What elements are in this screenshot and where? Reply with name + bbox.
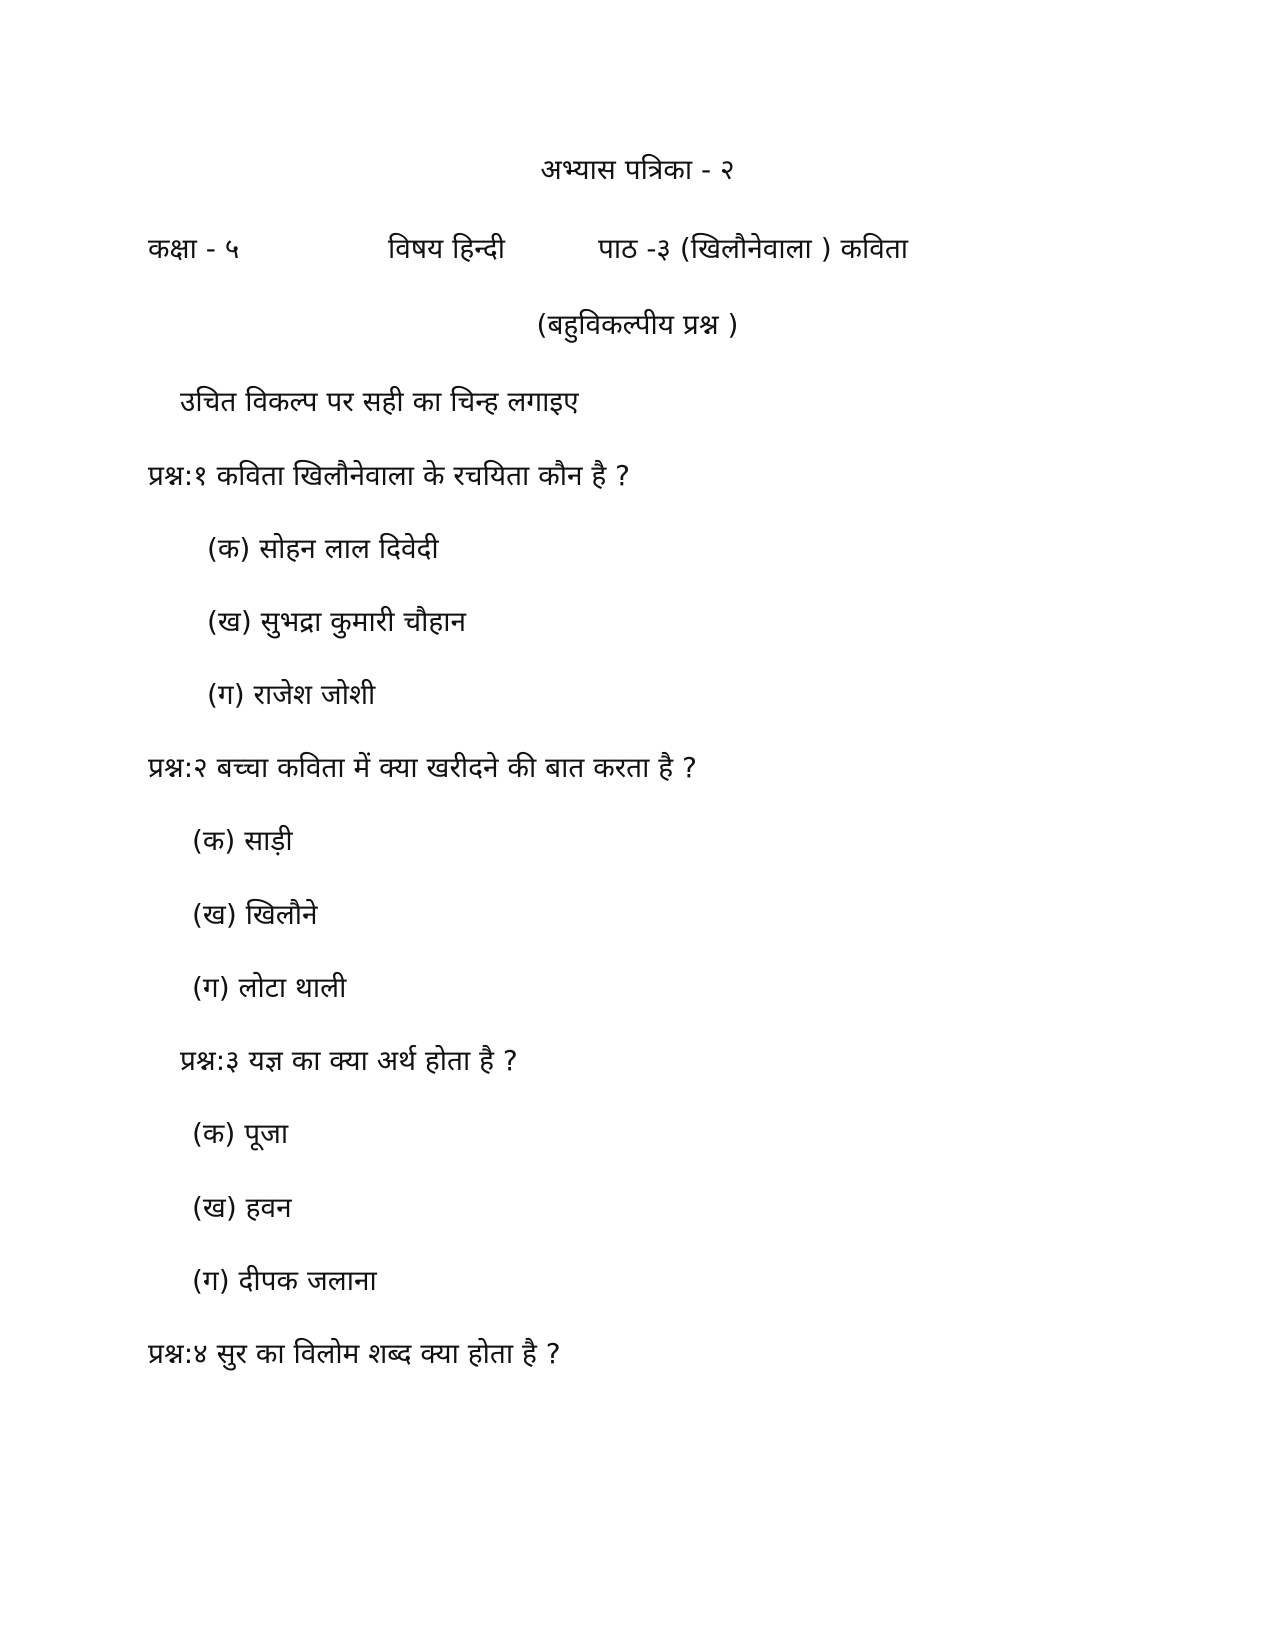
lesson-label: पाठ -३ (खिलौनेवाला ) कविता [598, 232, 909, 265]
question-2: प्रश्न:२ बच्चा कविता में क्या खरीदने की बात करता है ? [148, 751, 697, 784]
subject-label: विषय हिन्दी [388, 232, 506, 265]
section-subtitle: (बहुविकल्पीय प्रश्न ) [536, 308, 739, 341]
instruction-text: उचित विकल्प पर सही का चिन्ह लगाइए [180, 385, 579, 418]
question-1-option-c: (ग) राजेश जोशी [207, 678, 376, 711]
question-1: प्रश्न:१ कविता खिलौनेवाला के रचयिता कौन है ? [148, 459, 631, 492]
page-title: अभ्यास पत्रिका - २ [540, 153, 735, 186]
question-2-option-b: (ख) खिलौने [192, 898, 318, 931]
question-1-option-b: (ख) सुभद्रा कुमारी चौहान [207, 605, 467, 638]
question-3-option-b: (ख) हवन [192, 1191, 292, 1224]
question-3-option-c: (ग) दीपक जलाना [192, 1264, 377, 1297]
class-label: कक्षा - ५ [148, 232, 240, 265]
question-2-option-a: (क) साड़ी [192, 824, 293, 857]
question-4: प्रश्न:४ सुर का विलोम शब्द क्या होता है ? [148, 1337, 561, 1370]
question-3-option-a: (क) पूजा [192, 1117, 289, 1150]
question-3: प्रश्न:३ यज्ञ का क्या अर्थ होता है ? [180, 1044, 518, 1077]
question-1-option-a: (क) सोहन लाल दिवेदी [207, 532, 439, 565]
question-2-option-c: (ग) लोटा थाली [192, 971, 347, 1004]
